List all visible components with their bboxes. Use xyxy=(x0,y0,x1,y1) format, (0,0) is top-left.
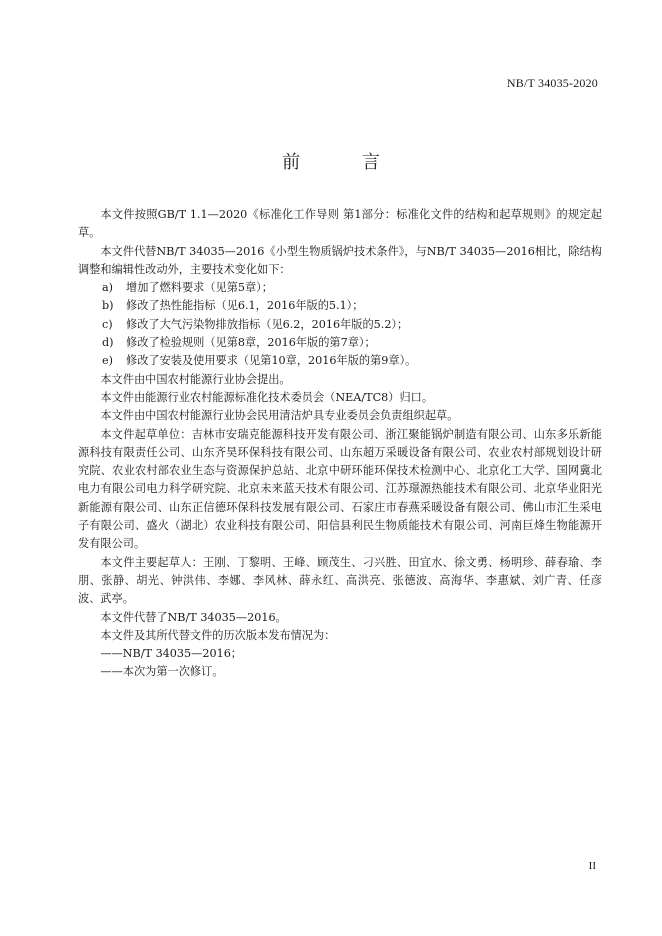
list-item-text: 修改了大气污染物排放指标（见6.2，2016年版的5.2）； xyxy=(126,317,409,331)
list-item xyxy=(78,316,602,334)
list-item-label: a) xyxy=(102,281,114,295)
document-code: NB/T 34035-2020 xyxy=(506,76,598,90)
page-title: 前 言 xyxy=(282,152,408,173)
paragraph-organized-by: 本文件由中国农村能源行业协会民用清洁炉具专业委员会负责组织起草。 xyxy=(100,409,459,423)
history-item: ——NB/T 34035—2016； xyxy=(100,647,242,661)
paragraph-drafting-units: 本文件起草单位：吉林市安瑞克能源科技开发有限公司、浙江聚能锅炉制造有限公司、山东多乐新能源科技有限责任公司、山东齐昊环保科技有限公司、山东超万采暖设备有限公司、农业农村部规划设计研究院、农业农村部农业生态与资源保护总站、北京中研环能环保技术检测中心、北京化工大学、国网冀北电力有限公司电力科学研究院、北京未来蓝天技术有限公司、江苏璟源热能技术有限公司、北京华业阳光新能源有限公司、山东正信德环保科技发展有限公司、石家庄市春燕采暖设备有限公司、佛山市汇生采电子有限公司、盛火（湖北）农业科技有限公司、阳信县利民生物质能技术有限公司、河南巨烽生物能源开发有限公司。 xyxy=(78,427,602,551)
list-item-label: e) xyxy=(102,354,113,368)
paragraph-drafting-rules: 本文件按照GB/T 1.1—2020《标准化工作导则 第1部分：标准化文件的结构和起草规则》的规定起草。 xyxy=(78,208,602,240)
paragraph-centralized-by: 本文件由能源行业农村能源标准化技术委员会（NEA/TC8）归口。 xyxy=(100,390,434,404)
list-item xyxy=(78,352,602,370)
list-item-text: 修改了热性能指标（见6.1，2016年版的5.1）； xyxy=(126,299,364,313)
page-number: II xyxy=(588,860,596,872)
list-item-label: d) xyxy=(102,336,114,350)
list-item-text: 修改了检验规则（见第8章，2016年版的第7章）； xyxy=(126,336,376,350)
list-item-text: 修改了安装及使用要求（见第10章，2016年版的第9章）。 xyxy=(126,354,417,368)
paragraph-main-drafters: 本文件主要起草人：王刚、丁黎明、王峰、顾茂生、刁兴胜、田宜水、徐文勇、杨明珍、薛春瑜、李朋、张静、胡光、钟洪伟、李娜、李风林、薛永红、高洪亮、张德波、高海华、李惠斌、刘广青、任彦波、武亭。 xyxy=(78,555,602,606)
paragraph-replaces: 本文件代替了NB/T 34035—2016。 xyxy=(100,610,287,624)
list-item xyxy=(78,334,602,352)
list-item-text: 增加了燃料要求（见第5章）； xyxy=(126,281,273,295)
list-item xyxy=(78,279,602,297)
paragraph-history-intro: 本文件及其所代替文件的历次版本发布情况为： xyxy=(100,628,336,642)
changes-list xyxy=(78,279,602,370)
list-item-label: c) xyxy=(102,317,113,331)
foreword-body xyxy=(78,206,602,682)
list-item xyxy=(78,297,602,315)
paragraph-proposed-by: 本文件由中国农村能源行业协会提出。 xyxy=(100,372,291,386)
paragraph-replaces-summary: 本文件代替NB/T 34035—2016《小型生物质锅炉技术条件》，与NB/T 34035—2016相比，除结构调整和编辑性改动外，主要技术变化如下： xyxy=(78,244,602,276)
list-item-label: b) xyxy=(102,299,114,313)
history-item: ——本次为第一次修订。 xyxy=(100,665,224,679)
